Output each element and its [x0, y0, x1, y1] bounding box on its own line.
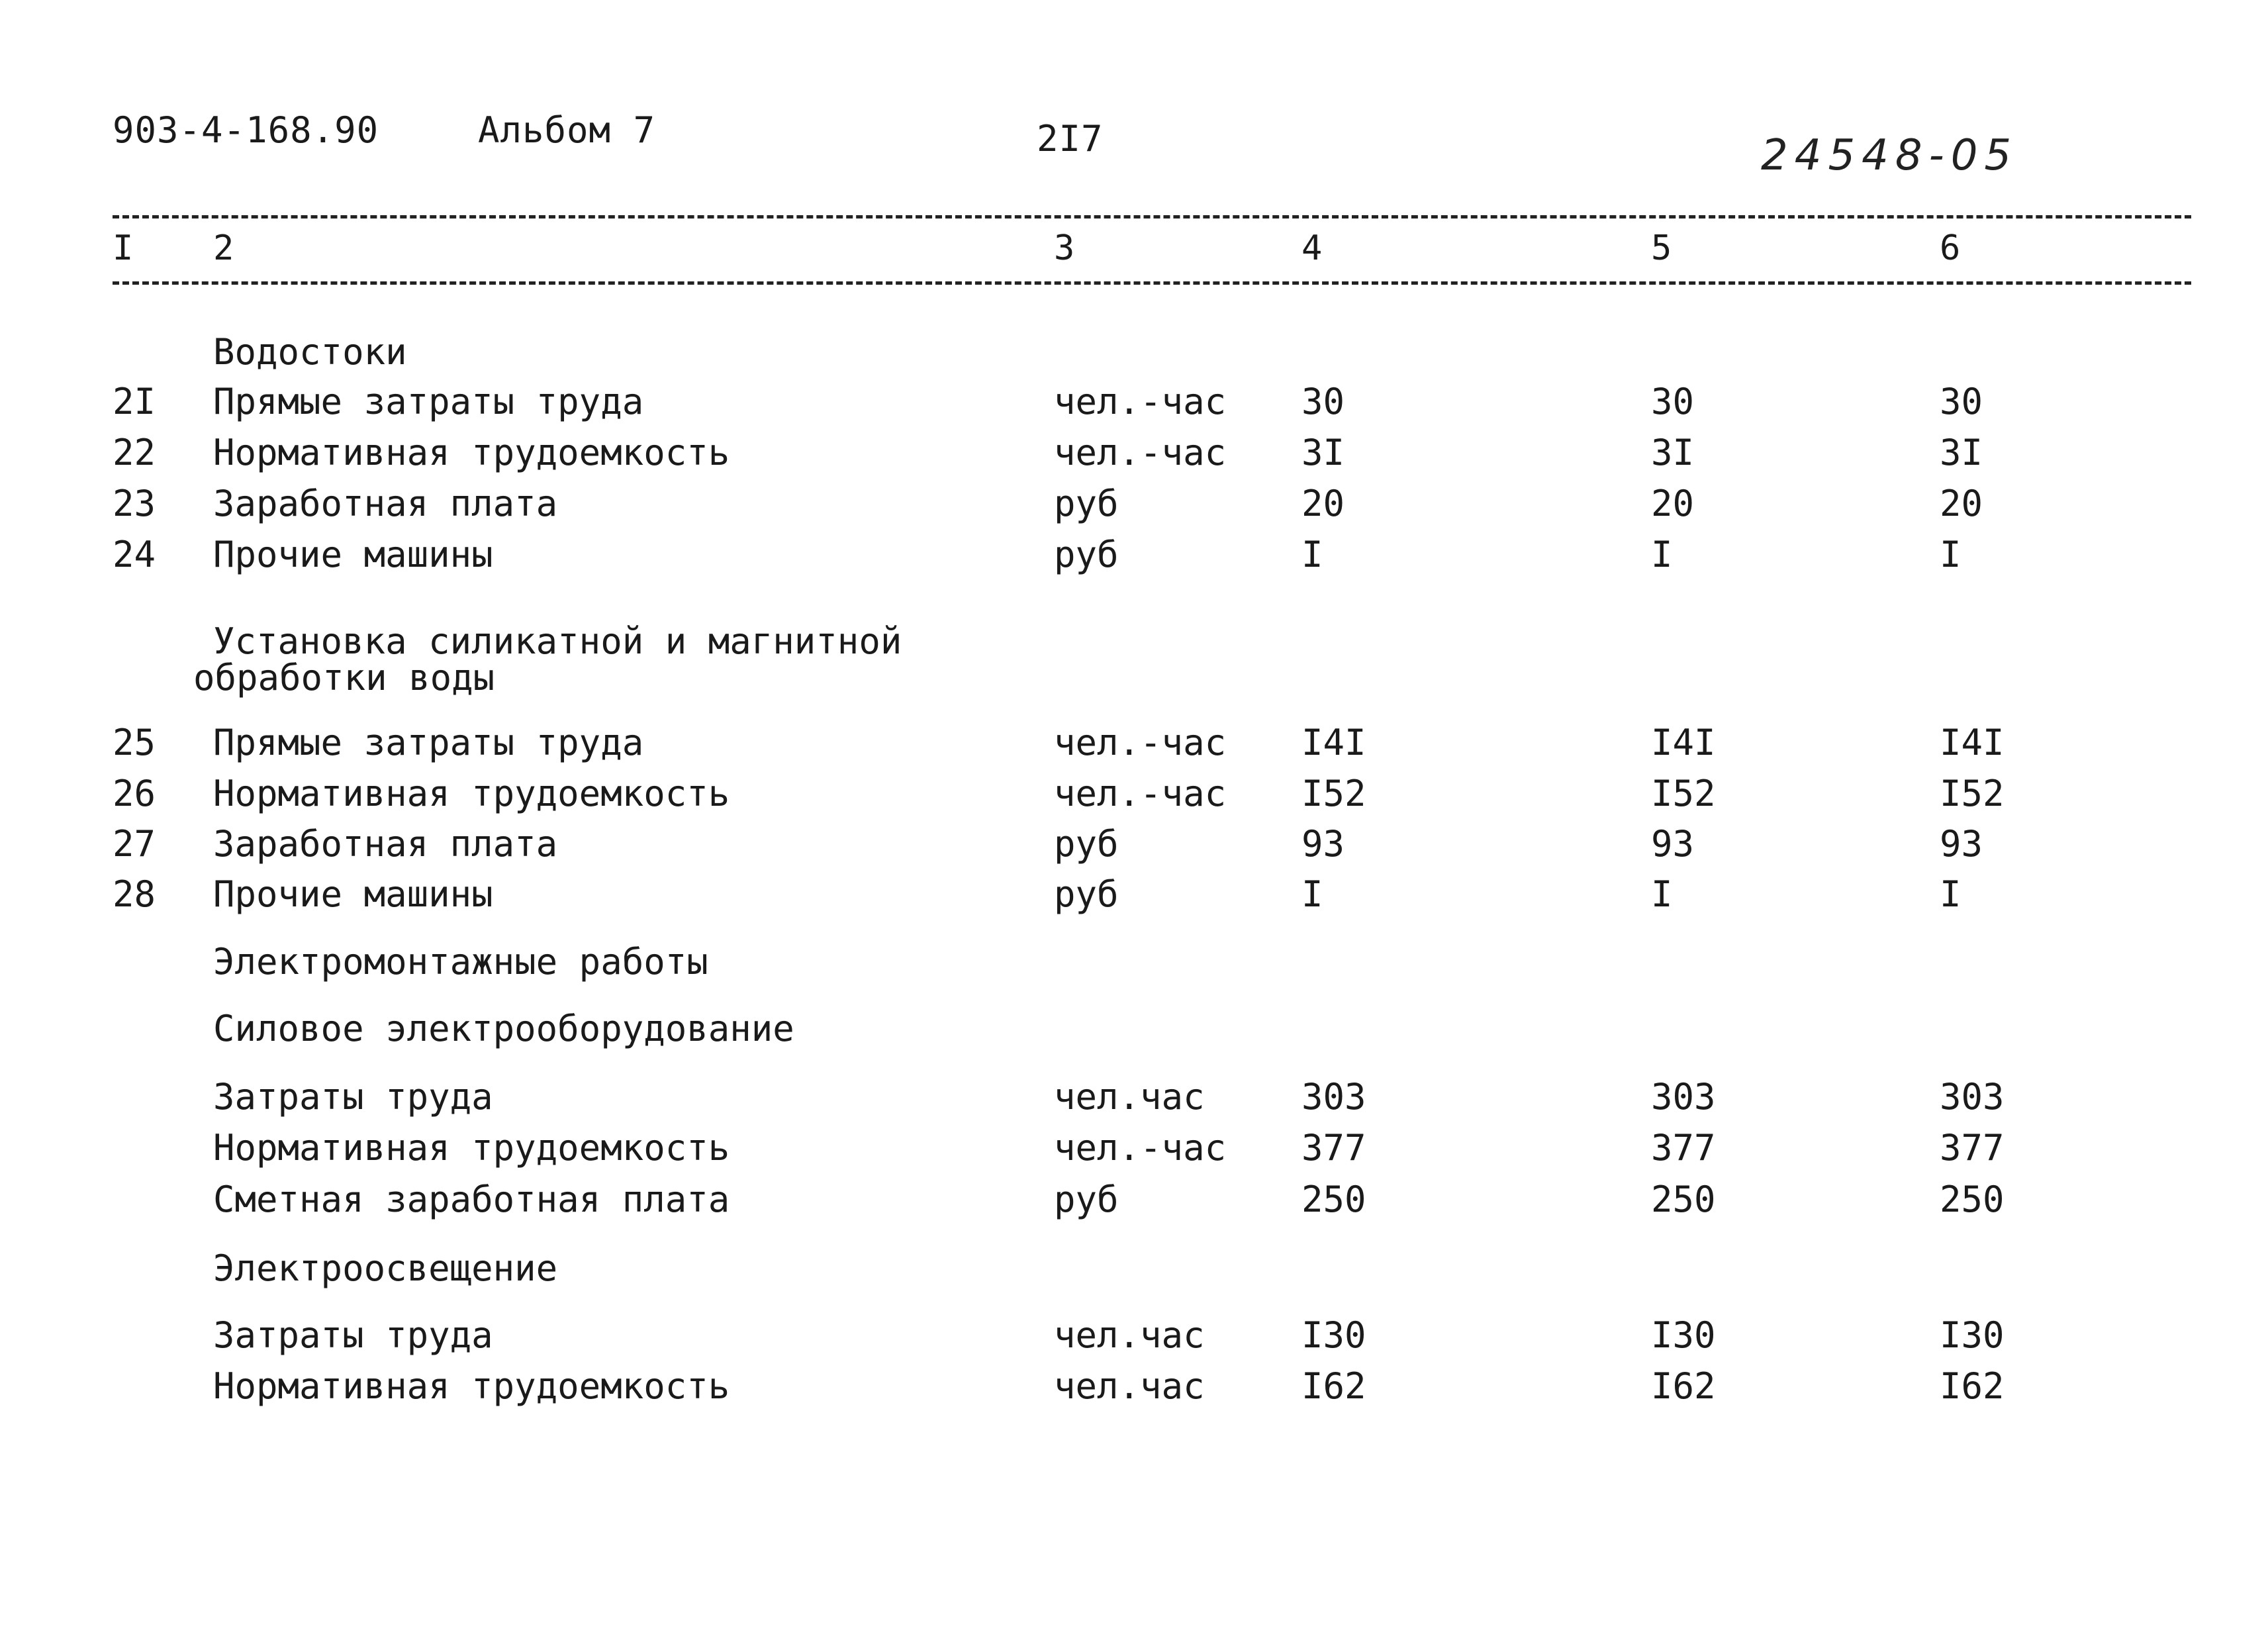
- row-value-col6: I: [1940, 534, 1961, 575]
- row-number: 23: [113, 483, 156, 524]
- row-value-col4: I4I: [1301, 722, 1366, 763]
- row-value-col5: I: [1651, 534, 1673, 575]
- page-number: 2I7: [1037, 118, 1104, 160]
- row-name: Нормативная трудоемкость: [213, 1365, 730, 1407]
- row-value-col6: I52: [1940, 773, 2005, 814]
- row-name: Прямые затраты труда: [213, 381, 644, 422]
- row-name: Заработная плата: [213, 483, 558, 524]
- row-value-col5: I: [1651, 873, 1673, 915]
- row-value-col4: I: [1301, 534, 1323, 575]
- row-number: 26: [113, 773, 156, 814]
- row-unit: чел.-час: [1054, 432, 1227, 473]
- row-unit: руб: [1054, 483, 1119, 524]
- section-title: Электроосвещение: [213, 1247, 558, 1289]
- row-value-col5: I30: [1651, 1314, 1716, 1356]
- row-name: Затраты труда: [213, 1314, 493, 1356]
- row-unit: руб: [1054, 534, 1119, 575]
- row-name: Нормативная трудоемкость: [213, 773, 730, 814]
- row-value-col4: 3I: [1301, 432, 1345, 473]
- row-value-col5: 20: [1651, 483, 1695, 524]
- row-unit: руб: [1054, 873, 1119, 915]
- row-value-col5: 303: [1651, 1076, 1716, 1118]
- col-header-4: 4: [1301, 228, 1323, 268]
- album-label: Альбом 7: [478, 109, 656, 151]
- section-title-continued: обработки воды: [193, 657, 495, 699]
- row-value-col4: 250: [1301, 1179, 1366, 1220]
- row-value-col5: 93: [1651, 823, 1695, 865]
- row-unit: чел.-час: [1054, 773, 1227, 814]
- row-name: Затраты труда: [213, 1076, 493, 1118]
- row-value-col6: I30: [1940, 1314, 2005, 1356]
- row-value-col4: 377: [1301, 1127, 1366, 1169]
- row-value-col5: 250: [1651, 1179, 1716, 1220]
- row-number: 24: [113, 534, 156, 575]
- section-title: Силовое электрооборудование: [213, 1008, 794, 1049]
- row-value-col4: 93: [1301, 823, 1345, 865]
- row-unit: чел.час: [1054, 1365, 1205, 1407]
- row-number: 25: [113, 722, 156, 763]
- handwritten-inventory-number: 24548-05: [1761, 131, 2018, 180]
- row-name: Нормативная трудоемкость: [213, 432, 730, 473]
- header-top-rule: [113, 215, 2191, 218]
- col-header-1: I: [113, 228, 134, 268]
- row-value-col5: I4I: [1651, 722, 1716, 763]
- row-unit: чел.-час: [1054, 381, 1227, 422]
- row-value-col4: 303: [1301, 1076, 1366, 1118]
- row-value-col5: I62: [1651, 1365, 1716, 1407]
- row-value-col6: I4I: [1940, 722, 2005, 763]
- row-value-col6: 303: [1940, 1076, 2005, 1118]
- row-unit: чел.час: [1054, 1076, 1205, 1118]
- row-unit: руб: [1054, 1179, 1119, 1220]
- row-value-col5: 3I: [1651, 432, 1695, 473]
- row-value-col6: 250: [1940, 1179, 2005, 1220]
- row-value-col4: 20: [1301, 483, 1345, 524]
- row-name: Прямые затраты труда: [213, 722, 644, 763]
- row-value-col6: 93: [1940, 823, 1983, 865]
- row-value-col4: I52: [1301, 773, 1366, 814]
- row-value-col6: 377: [1940, 1127, 2005, 1169]
- row-number: 22: [113, 432, 156, 473]
- row-value-col6: I: [1940, 873, 1961, 915]
- row-unit: чел.-час: [1054, 722, 1227, 763]
- row-name: Нормативная трудоемкость: [213, 1127, 730, 1169]
- row-name: Прочие машины: [213, 534, 493, 575]
- col-header-5: 5: [1651, 228, 1672, 268]
- col-header-2: 2: [213, 228, 234, 268]
- row-name: Заработная плата: [213, 823, 558, 865]
- row-unit: чел.-час: [1054, 1127, 1227, 1169]
- row-value-col6: 20: [1940, 483, 1983, 524]
- row-value-col5: 30: [1651, 381, 1695, 422]
- row-unit: руб: [1054, 823, 1119, 865]
- col-header-3: 3: [1054, 228, 1075, 268]
- row-value-col5: 377: [1651, 1127, 1716, 1169]
- row-value-col4: I62: [1301, 1365, 1366, 1407]
- row-value-col6: 30: [1940, 381, 1983, 422]
- row-unit: чел.час: [1054, 1314, 1205, 1356]
- header-bottom-rule: [113, 281, 2191, 285]
- row-name: Сметная заработная плата: [213, 1179, 730, 1220]
- section-title: Установка силикатной и магнитной: [213, 620, 902, 662]
- col-header-6: 6: [1940, 228, 1961, 268]
- row-value-col6: 3I: [1940, 432, 1983, 473]
- row-number: 2I: [113, 381, 156, 422]
- row-value-col4: I30: [1301, 1314, 1366, 1356]
- row-value-col4: I: [1301, 873, 1323, 915]
- row-value-col6: I62: [1940, 1365, 2005, 1407]
- document-code: 903-4-168.90: [113, 109, 379, 151]
- section-title: Электромонтажные работы: [213, 941, 708, 983]
- row-value-col4: 30: [1301, 381, 1345, 422]
- row-name: Прочие машины: [213, 873, 493, 915]
- section-title: Водостоки: [213, 331, 407, 373]
- row-number: 28: [113, 873, 156, 915]
- row-number: 27: [113, 823, 156, 865]
- row-value-col5: I52: [1651, 773, 1716, 814]
